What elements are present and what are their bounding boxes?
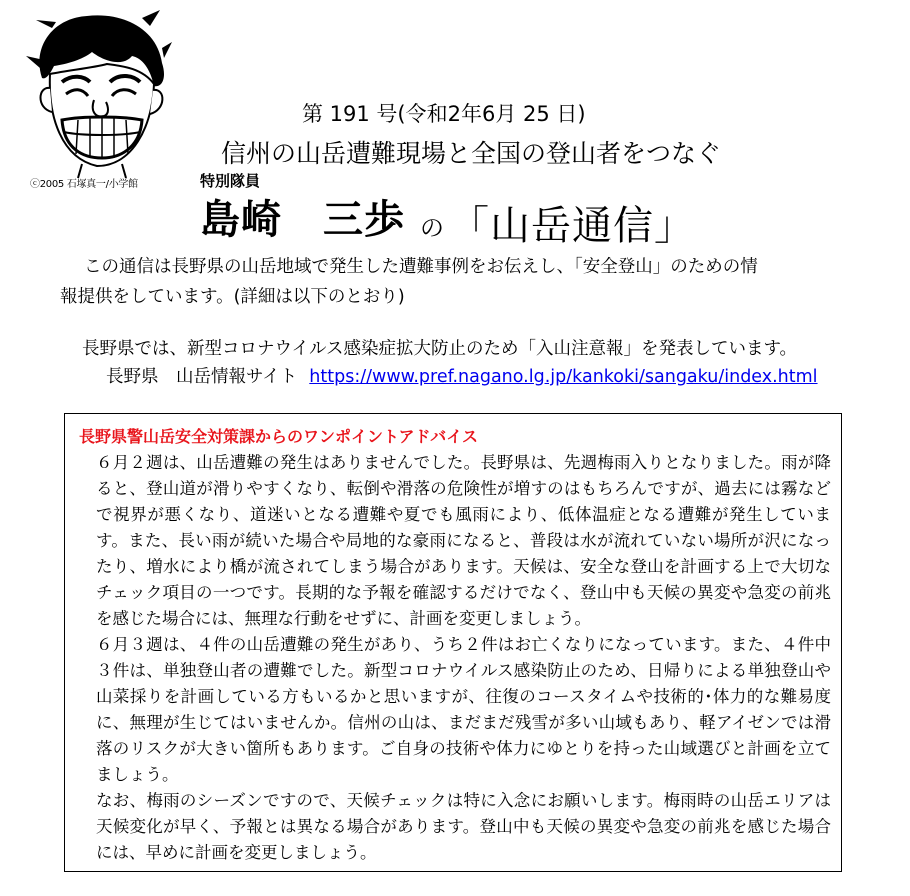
copyright-caption: ⓒ2005 石塚真一/小学館 xyxy=(30,179,138,190)
advice-paragraph: ６月３週は、４件の山岳遭難の発生があり、うち２件はお亡くなりになっています。また、４件中３件は、単独登山者の遭難でした。新型コロナウイルス感染防止のため、日帰りによる単独登山や山菜採りを計画している方もいるかと思いますが、往復のコースタイムや技術的･体力的な難易度に、無理が生じてはいませんか。信州の山は、まだまだ残雪が多い山域もあり、軽アイゼンでは滑落のリスクが大きい箇所もあります。ご自身の技術や体力にゆとりを持った山域選びと計画を立てましょう。 xyxy=(96,635,831,784)
site-line xyxy=(106,363,818,388)
site-label: 長野県 山岳情報サイト xyxy=(106,367,298,387)
advice-heading: 長野県警山岳安全対策課からのワンポイントアドバイス xyxy=(79,427,479,446)
intro-line-2: 報提供をしています。(詳細は以下のとおり) xyxy=(60,287,405,307)
tagline: 信州の山岳遭難現場と全国の登山者をつなぐ xyxy=(221,139,722,168)
author-name: 島崎 三歩 xyxy=(200,197,405,243)
advice-paragraph: なお、梅雨のシーズンですので、天候チェックは特に入念にお願いします。梅雨時の山岳エリアは天候変化が早く、予報とは異なる場合があります。登山中も天候の異変や急変の前兆を感じた場合には、早めに計画を変更しましょう。 xyxy=(96,791,831,862)
newsletter-title: 「山岳通信」 xyxy=(449,203,695,249)
title-particle: の xyxy=(420,214,444,242)
issue-number-date: 第 191 号(令和2年6月 25 日) xyxy=(302,102,586,126)
advice-box xyxy=(64,413,842,872)
intro-paragraph xyxy=(60,252,860,312)
site-url-link[interactable]: https://www.pref.nagano.lg.jp/kankoki/sangaku/index.html xyxy=(309,367,818,387)
notice-text: 長野県では、新型コロナウイルス感染症拡大防止のため「入山注意報」を発表しています。 xyxy=(82,339,798,359)
intro-line-1: この通信は長野県の山岳地域で発生した遭難事例をお伝えし、「安全登山」のための情 xyxy=(84,257,758,277)
advice-paragraph: ６月２週は、山岳遭難の発生はありませんでした。長野県は、先週梅雨入りとなりました。雨が降ると、登山道が滑りやすくなり、転倒や滑落の危険性が増すのはもちろんですが、過去には霧などで視界が悪くなり、道迷いとなる遭難や夏でも風雨により、低体温症となる遭難が発生しています。また、長い雨が続いた場合や局地的な豪雨になると、普段は水が流れていない場所が沢になったり、増水により橋が流されてしまう場合があります。天候は、安全な登山を計画する上で大切なチェック項目の一つです。長期的な予報を確認するだけでなく、登山中も天候の異変や急変の前兆を感じた場合には、無理な行動をせずに、計画を変更しましょう。 xyxy=(96,453,832,628)
special-rank-label: 特別隊員 xyxy=(200,172,261,190)
cartoon-character-illustration xyxy=(22,8,172,178)
advice-body xyxy=(79,450,831,866)
